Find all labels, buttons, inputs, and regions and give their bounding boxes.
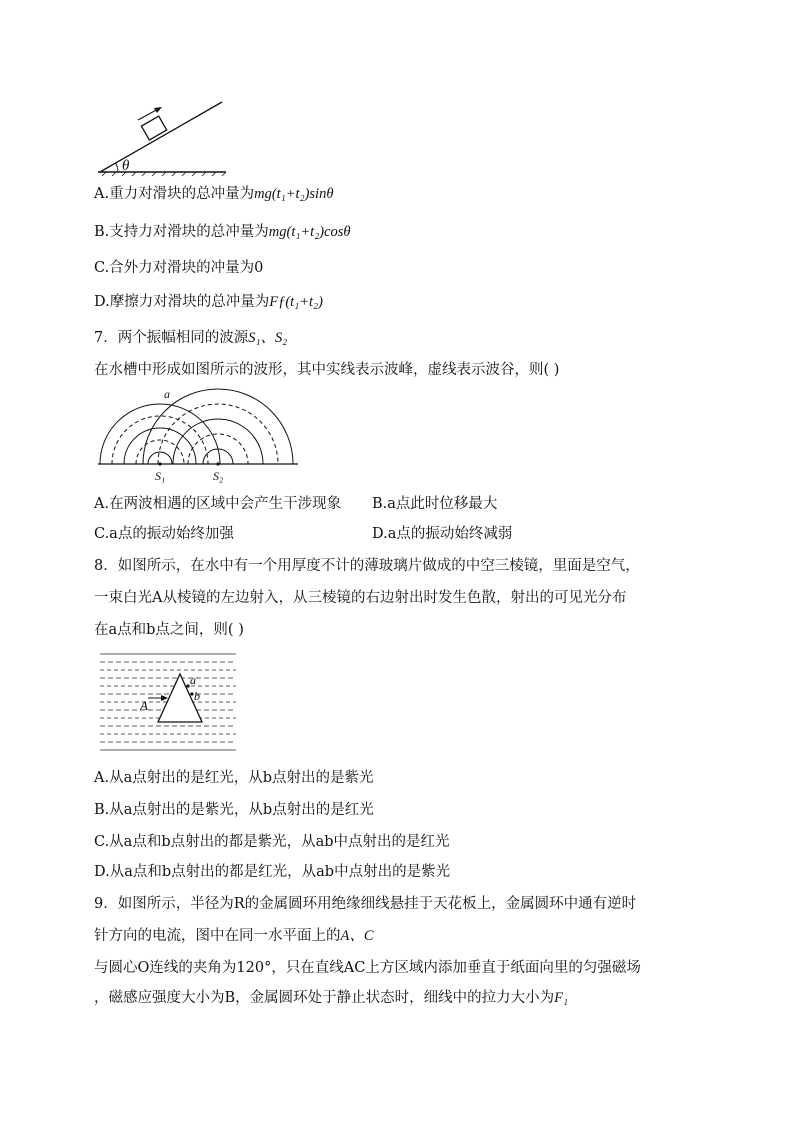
beam-a-label: A <box>140 698 148 713</box>
q9-stem-line1: 9．如图所示，半径为R的金属圆环用绝缘细线悬挂于天花板上，金属圆环中通有逆时 <box>94 896 637 912</box>
incline-figure <box>96 98 230 178</box>
q9-stem-line4 <box>94 988 568 1008</box>
q8-stem-line3: 在a点和b点之间，则( ) <box>94 622 244 638</box>
q6-option-d-text: D.摩擦力对滑块的总冲量为 <box>94 294 270 310</box>
q6-option-d-math: Fƒ(t₁+t₂) <box>269 294 323 310</box>
q6-option-a-text: A.重力对滑块的总冲量为 <box>94 186 255 202</box>
q8-option-c: C.从a点和b点射出的都是紫光，从ab中点射出的是红光 <box>94 834 450 850</box>
point-a-label: a <box>190 673 196 687</box>
q6-option-b-text: B.支持力对滑块的总冲量为 <box>94 224 269 240</box>
q8-option-b: B.从a点射出的是紫光，从b点射出的是红光 <box>94 802 374 818</box>
q9-stem-line3: 与圆心O连线的夹角为120°，只在直线AC上方区域内添加垂直于纸面向里的匀强磁场 <box>94 960 641 976</box>
q9-stem-line2 <box>94 926 374 946</box>
source1-label: S₁ <box>155 469 166 483</box>
q8-stem-line1: 8．如图所示，在水中有一个用厚度不计的薄玻璃片做成的中空三棱镜，里面是空气， <box>94 558 640 574</box>
q8-stem-line2: 一束白光A从棱镜的左边射入，从三棱镜的右边射出时发生色散，射出的可见光分布 <box>94 590 627 606</box>
q6-option-b-math: mg(t₁+t₂)cosθ <box>268 224 351 240</box>
q8-option-d: D.从a点和b点射出的都是红光，从ab中点射出的是紫光 <box>94 864 451 880</box>
q7-stem-text: 7．两个振幅相同的波源 <box>94 330 249 346</box>
q6-option-d <box>94 292 323 312</box>
q9-stem-line4-text: ，磁感应强度大小为B，金属圆环处于静止状态时，细线中的拉力大小为 <box>94 990 555 1006</box>
q7-option-c: C.a点的振动始终加强 <box>94 526 234 542</box>
q9-stem-line2-text: 针方向的电流，图中在同一水平面上的 <box>94 928 341 944</box>
q6-option-c: C.合外力对滑块的冲量为0 <box>94 260 264 276</box>
q9-points-math: A、C <box>340 928 374 944</box>
q7-option-b: B.a点此时位移最大 <box>372 496 498 512</box>
q7-option-a: A.在两波相遇的区域中会产生干涉现象 <box>94 496 342 512</box>
angle-label: θ <box>122 158 130 174</box>
q7-sources-math: S₁、S₂ <box>248 330 288 346</box>
wave-interference-figure <box>98 386 298 486</box>
q7-stem-line2: 在水槽中形成如图所示的波形，其中实线表示波峰，虚线表示波谷，则( ) <box>94 362 560 378</box>
q8-option-a: A.从a点射出的是红光，从b点射出的是紫光 <box>94 770 374 786</box>
source2-label: S₂ <box>213 469 224 483</box>
q7-stem-line1 <box>94 328 287 348</box>
q9-tension-math: F₁ <box>554 990 569 1006</box>
prism-figure <box>100 652 240 756</box>
q6-option-a-math: mg(t₁+t₂)sinθ <box>254 186 334 202</box>
point-b-label: b <box>194 689 200 703</box>
q6-option-a <box>94 184 333 204</box>
q6-option-b <box>94 222 351 242</box>
q7-option-d: D.a点的振动始终减弱 <box>372 526 513 542</box>
point-a-label: a <box>164 387 170 401</box>
